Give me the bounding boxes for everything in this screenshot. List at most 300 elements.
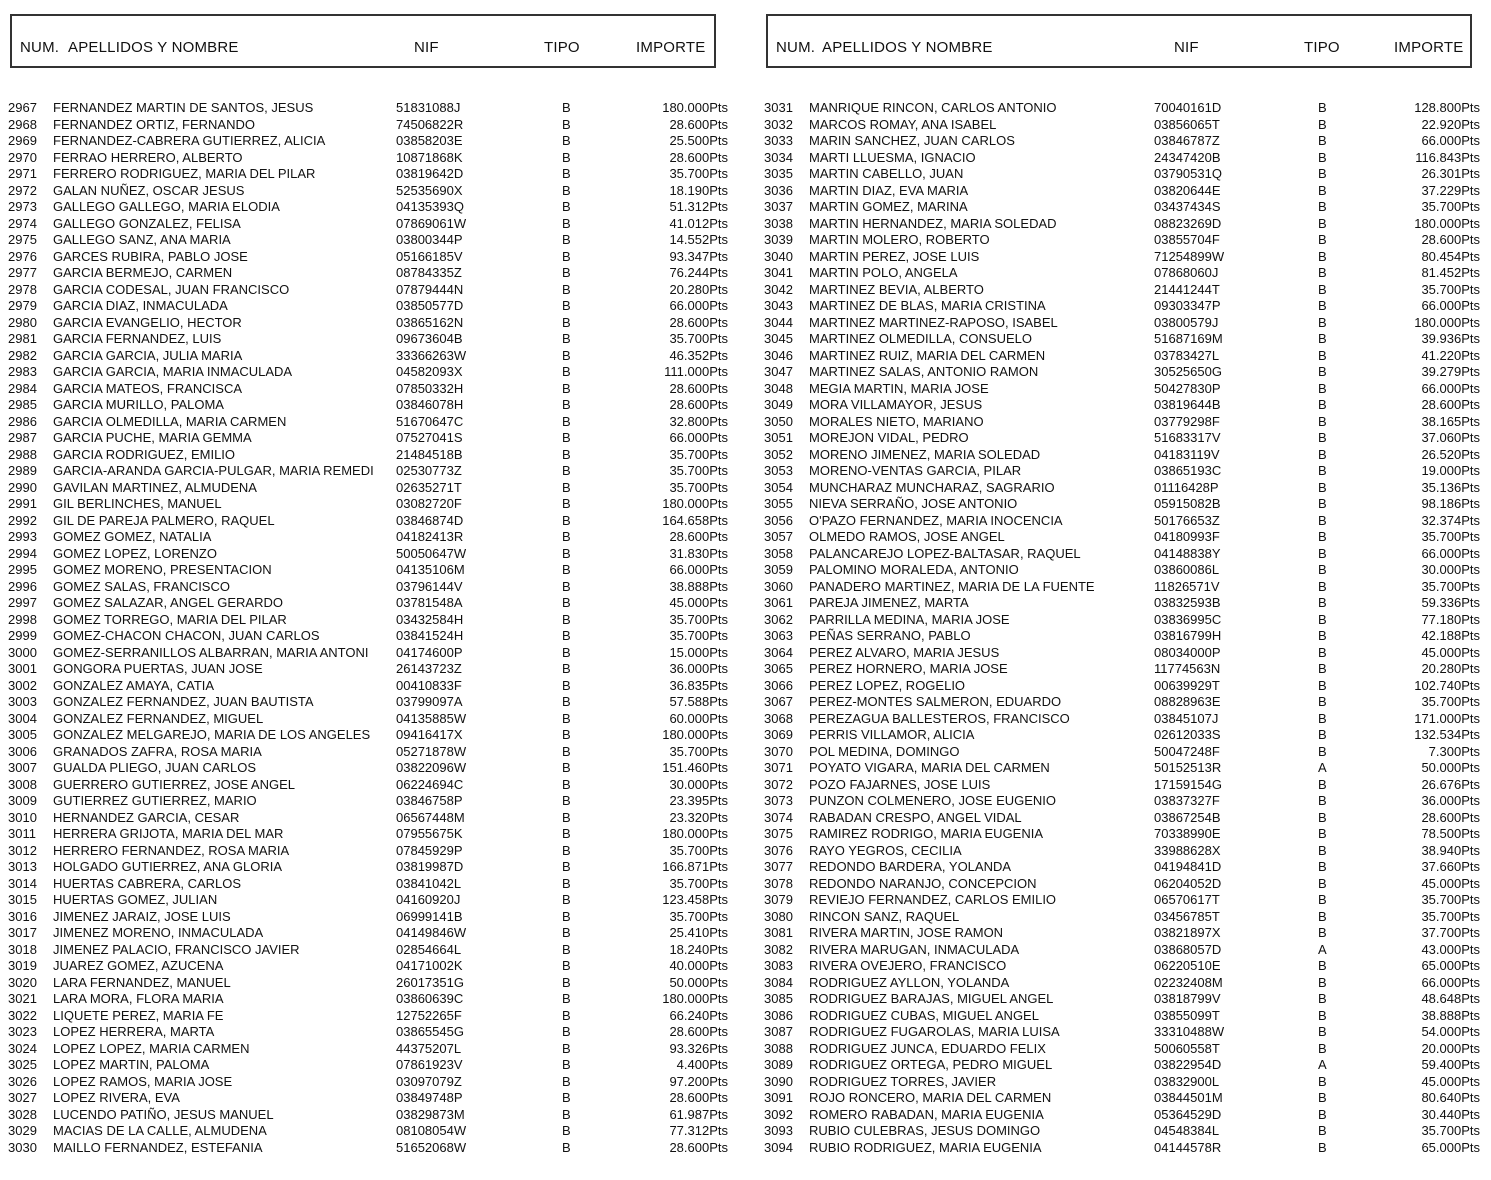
row-nif: 08108054W xyxy=(396,1123,467,1138)
row-importe: 66.000Pts xyxy=(669,430,728,445)
row-nif: 04135106M xyxy=(396,562,465,577)
table-row xyxy=(764,826,1480,843)
row-nif: 03846078H xyxy=(396,397,464,412)
row-importe: 35.700Pts xyxy=(1421,529,1480,544)
row-nif: 03858203E xyxy=(396,133,463,148)
row-name: GARCES RUBIRA, PABLO JOSE xyxy=(53,248,248,264)
row-importe: 66.000Pts xyxy=(669,562,728,577)
row-importe: 22.920Pts xyxy=(1421,116,1480,132)
row-tipo: B xyxy=(562,1024,571,1039)
row-importe: 37.229Pts xyxy=(1421,182,1480,198)
row-num: 3049 xyxy=(764,397,793,412)
table-row xyxy=(764,909,1480,926)
row-nif: 09303347P xyxy=(1154,298,1221,313)
row-tipo: B xyxy=(562,529,571,544)
table-row xyxy=(764,1107,1480,1124)
row-num: 3041 xyxy=(764,265,793,280)
row-name: RODRIGUEZ BARAJAS, MIGUEL ANGEL xyxy=(809,991,1054,1006)
row-num: 2998 xyxy=(8,611,37,627)
row-importe: 38.165Pts xyxy=(1421,413,1480,429)
row-nif: 21484518B xyxy=(396,446,463,462)
row-importe: 57.588Pts xyxy=(669,694,728,709)
row-importe: 128.800Pts xyxy=(1414,100,1480,115)
table-row xyxy=(8,991,728,1008)
row-name: MORALES NIETO, MARIANO xyxy=(809,413,984,429)
row-nif: 17159154G xyxy=(1154,776,1222,792)
row-name: RODRIGUEZ TORRES, JAVIER xyxy=(809,1073,997,1089)
row-importe: 35.700Pts xyxy=(1421,1123,1480,1138)
row-nif: 07955675K xyxy=(396,826,463,841)
row-nif: 51683317V xyxy=(1154,430,1221,445)
row-importe: 123.458Pts xyxy=(662,892,728,907)
header-num: NUM. xyxy=(776,39,816,56)
row-importe: 93.326Pts xyxy=(669,1040,728,1056)
row-num: 3065 xyxy=(764,661,793,676)
row-name: POL MEDINA, DOMINGO xyxy=(809,743,960,759)
row-importe: 28.600Pts xyxy=(669,397,728,412)
row-nif: 03820644E xyxy=(1154,182,1221,198)
row-tipo: B xyxy=(562,199,571,214)
row-tipo: B xyxy=(1318,496,1327,511)
row-tipo: B xyxy=(1318,265,1327,280)
row-importe: 28.600Pts xyxy=(1421,397,1480,412)
row-num: 3076 xyxy=(764,842,793,858)
row-name: MARTIN PEREZ, JOSE LUIS xyxy=(809,248,980,264)
row-num: 2977 xyxy=(8,265,37,280)
row-importe: 36.000Pts xyxy=(1421,793,1480,808)
table-row xyxy=(764,810,1480,827)
table-row xyxy=(764,249,1480,266)
row-num: 3061 xyxy=(764,595,793,610)
row-num: 3060 xyxy=(764,578,793,594)
row-importe: 35.700Pts xyxy=(669,611,728,627)
row-importe: 31.830Pts xyxy=(669,545,728,561)
row-nif: 03822954D xyxy=(1154,1057,1222,1072)
row-importe: 180.000Pts xyxy=(662,727,728,742)
row-importe: 37.660Pts xyxy=(1421,859,1480,874)
row-num: 2993 xyxy=(8,529,37,544)
row-tipo: B xyxy=(1318,199,1327,214)
row-importe: 7.300Pts xyxy=(1428,743,1480,759)
row-tipo: B xyxy=(1318,875,1327,891)
row-num: 3062 xyxy=(764,611,793,627)
row-tipo: B xyxy=(1318,380,1327,396)
row-num: 3047 xyxy=(764,364,793,379)
row-name: GUALDA PLIEGO, JUAN CARLOS xyxy=(53,760,257,775)
row-name: RIVERA MARTIN, JOSE RAMON xyxy=(809,925,1004,940)
row-name: GOMEZ SALAZAR, ANGEL GERARDO xyxy=(53,595,283,610)
row-num: 3045 xyxy=(764,331,793,346)
row-name: GARCIA DIAZ, INMACULADA xyxy=(53,298,228,313)
row-name: LOPEZ HERRERA, MARTA xyxy=(53,1024,215,1039)
table-row xyxy=(8,381,728,398)
row-num: 3083 xyxy=(764,958,793,973)
row-importe: 66.000Pts xyxy=(1421,974,1480,990)
row-name: JIMENEZ JARAIZ, JOSE LUIS xyxy=(53,908,231,924)
row-name: MARCOS ROMAY, ANA ISABEL xyxy=(809,116,997,132)
row-nif: 03800579J xyxy=(1154,314,1219,330)
table-row xyxy=(764,496,1480,513)
table-row xyxy=(764,711,1480,728)
row-importe: 25.410Pts xyxy=(669,925,728,940)
row-tipo: B xyxy=(562,1040,571,1056)
row-name: GOMEZ GOMEZ, NATALIA xyxy=(53,529,212,544)
row-importe: 36.000Pts xyxy=(669,661,728,676)
row-name: RIVERA MARUGAN, INMACULADA xyxy=(809,941,1020,957)
table-row xyxy=(764,133,1480,150)
row-num: 3091 xyxy=(764,1090,793,1105)
table-row xyxy=(8,628,728,645)
row-importe: 50.000Pts xyxy=(669,974,728,990)
table-row xyxy=(8,645,728,662)
row-num: 3072 xyxy=(764,776,793,792)
row-importe: 35.700Pts xyxy=(669,842,728,858)
row-nif: 08034000P xyxy=(1154,644,1221,660)
row-tipo: B xyxy=(562,892,571,907)
row-importe: 35.700Pts xyxy=(669,743,728,759)
table-row xyxy=(8,711,728,728)
table-row xyxy=(764,991,1480,1008)
table-row xyxy=(8,942,728,959)
row-nif: 06224694C xyxy=(396,776,464,792)
row-name: MARTINEZ BEVIA, ALBERTO xyxy=(809,281,984,297)
table-row xyxy=(8,150,728,167)
row-name: GARCIA-ARANDA GARCIA-PULGAR, MARIA REMEDI xyxy=(53,463,374,478)
row-num: 3033 xyxy=(764,133,793,148)
row-importe: 30.000Pts xyxy=(1421,562,1480,577)
table-row xyxy=(764,430,1480,447)
row-tipo: B xyxy=(562,644,571,660)
row-tipo: B xyxy=(562,149,571,165)
table-row xyxy=(764,1041,1480,1058)
table-row xyxy=(764,117,1480,134)
row-nif: 04149846W xyxy=(396,925,467,940)
row-num: 3048 xyxy=(764,380,793,396)
row-nif: 08784335Z xyxy=(396,265,462,280)
table-row xyxy=(764,579,1480,596)
row-importe: 180.000Pts xyxy=(662,496,728,511)
row-num: 3014 xyxy=(8,875,37,891)
row-name: HERRERA GRIJOTA, MARIA DEL MAR xyxy=(53,826,284,841)
row-tipo: B xyxy=(562,578,571,594)
table-row xyxy=(8,810,728,827)
row-tipo: B xyxy=(562,908,571,924)
row-nif: 03849748P xyxy=(396,1090,463,1105)
row-nif: 51687169M xyxy=(1154,331,1223,346)
table-row xyxy=(8,480,728,497)
row-num: 2991 xyxy=(8,496,37,511)
row-name: PEREZ HORNERO, MARIA JOSE xyxy=(809,661,1008,676)
table-row xyxy=(764,1140,1480,1157)
row-name: LOPEZ RIVERA, EVA xyxy=(53,1090,180,1105)
row-name: RODRIGUEZ FUGAROLAS, MARIA LUISA xyxy=(809,1024,1060,1039)
row-num: 3004 xyxy=(8,710,37,726)
row-nif: 24347420B xyxy=(1154,149,1221,165)
row-tipo: B xyxy=(562,958,571,973)
row-nif: 00639929T xyxy=(1154,677,1220,693)
table-row xyxy=(8,282,728,299)
row-importe: 171.000Pts xyxy=(1414,710,1480,726)
table-row xyxy=(8,117,728,134)
row-importe: 35.136Pts xyxy=(1421,479,1480,495)
row-nif: 03800344P xyxy=(396,232,463,247)
row-importe: 65.000Pts xyxy=(1421,1139,1480,1155)
table-row xyxy=(764,1074,1480,1091)
row-tipo: B xyxy=(562,314,571,330)
row-nif: 04194841D xyxy=(1154,859,1222,874)
table-row xyxy=(8,760,728,777)
row-num: 3063 xyxy=(764,628,793,643)
table-row xyxy=(764,232,1480,249)
row-name: GARCIA MURILLO, PALOMA xyxy=(53,397,224,412)
row-nif: 07868060J xyxy=(1154,265,1219,280)
row-importe: 50.000Pts xyxy=(1421,760,1480,775)
row-importe: 35.700Pts xyxy=(1421,892,1480,907)
row-num: 3081 xyxy=(764,925,793,940)
table-row xyxy=(8,364,728,381)
row-nif: 03841524H xyxy=(396,628,464,643)
row-importe: 65.000Pts xyxy=(1421,958,1480,973)
row-nif: 03860639C xyxy=(396,991,464,1006)
row-importe: 60.000Pts xyxy=(669,710,728,726)
row-num: 3094 xyxy=(764,1139,793,1155)
row-num: 3001 xyxy=(8,661,37,676)
row-importe: 102.740Pts xyxy=(1414,677,1480,693)
row-nif: 05915082B xyxy=(1154,496,1221,511)
row-name: REDONDO NARANJO, CONCEPCION xyxy=(809,875,1037,891)
row-nif: 03818799V xyxy=(1154,991,1221,1006)
row-name: LARA FERNANDEZ, MANUEL xyxy=(53,974,231,990)
table-row xyxy=(764,364,1480,381)
row-tipo: B xyxy=(1318,446,1327,462)
row-nif: 50047248F xyxy=(1154,743,1220,759)
row-nif: 03781548A xyxy=(396,595,463,610)
row-num: 3075 xyxy=(764,826,793,841)
row-name: RIVERA OVEJERO, FRANCISCO xyxy=(809,958,1007,973)
row-importe: 39.936Pts xyxy=(1421,331,1480,346)
row-tipo: B xyxy=(1318,545,1327,561)
row-name: MARTINEZ RUIZ, MARIA DEL CARMEN xyxy=(809,347,1046,363)
row-nif: 06999141B xyxy=(396,908,463,924)
row-importe: 30.440Pts xyxy=(1421,1106,1480,1122)
row-tipo: B xyxy=(562,133,571,148)
row-importe: 35.700Pts xyxy=(669,331,728,346)
row-num: 3059 xyxy=(764,562,793,577)
row-name: MARTIN GOMEZ, MARINA xyxy=(809,199,968,214)
row-name: POYATO VIGARA, MARIA DEL CARMEN xyxy=(809,760,1050,775)
row-nif: 50152513R xyxy=(1154,760,1222,775)
row-tipo: B xyxy=(1318,166,1327,181)
row-tipo: B xyxy=(562,842,571,858)
row-nif: 04548384L xyxy=(1154,1123,1220,1138)
row-importe: 30.000Pts xyxy=(669,776,728,792)
table-row xyxy=(764,793,1480,810)
right-header-box xyxy=(766,14,1472,68)
row-name: GARCIA FERNANDEZ, LUIS xyxy=(53,331,222,346)
row-tipo: B xyxy=(1318,776,1327,792)
row-importe: 54.000Pts xyxy=(1421,1024,1480,1039)
table-row xyxy=(8,1008,728,1025)
row-num: 2995 xyxy=(8,562,37,577)
row-name: PEREZ LOPEZ, ROGELIO xyxy=(809,677,966,693)
header-num: NUM. xyxy=(20,39,60,56)
row-num: 2969 xyxy=(8,133,37,148)
row-importe: 28.600Pts xyxy=(1421,809,1480,825)
row-tipo: B xyxy=(1318,133,1327,148)
row-importe: 51.312Pts xyxy=(669,199,728,214)
table-row xyxy=(764,529,1480,546)
table-row xyxy=(8,331,728,348)
row-importe: 164.658Pts xyxy=(662,512,728,528)
table-row xyxy=(764,744,1480,761)
row-name: ROMERO RABADAN, MARIA EUGENIA xyxy=(809,1106,1044,1122)
table-row xyxy=(8,925,728,942)
row-nif: 03867254B xyxy=(1154,809,1221,825)
row-importe: 38.940Pts xyxy=(1421,842,1480,858)
row-num: 3052 xyxy=(764,446,793,462)
row-nif: 03097079Z xyxy=(396,1073,462,1089)
row-tipo: B xyxy=(562,611,571,627)
table-row xyxy=(8,958,728,975)
row-nif: 03779298F xyxy=(1154,413,1220,429)
row-num: 3077 xyxy=(764,859,793,874)
row-nif: 03432584H xyxy=(396,611,464,627)
row-num: 3026 xyxy=(8,1073,37,1089)
row-num: 3093 xyxy=(764,1123,793,1138)
row-nif: 07845929P xyxy=(396,842,463,858)
row-tipo: B xyxy=(1318,331,1327,346)
table-row xyxy=(8,414,728,431)
row-importe: 97.200Pts xyxy=(669,1073,728,1089)
row-nif: 02530773Z xyxy=(396,463,462,478)
table-row xyxy=(8,133,728,150)
table-row xyxy=(8,232,728,249)
row-name: MARTIN DIAZ, EVA MARIA xyxy=(809,182,969,198)
row-name: GARCIA RODRIGUEZ, EMILIO xyxy=(53,446,236,462)
row-tipo: B xyxy=(562,463,571,478)
row-num: 3028 xyxy=(8,1106,37,1122)
row-name: PALANCAREJO LOPEZ-BALTASAR, RAQUEL xyxy=(809,545,1081,561)
table-row xyxy=(8,876,728,893)
row-importe: 35.700Pts xyxy=(669,479,728,495)
row-num: 3024 xyxy=(8,1040,37,1056)
row-name: PEREZ ALVARO, MARIA JESUS xyxy=(809,644,1000,660)
header-tipo: TIPO xyxy=(1304,39,1340,56)
row-tipo: B xyxy=(1318,727,1327,742)
row-importe: 19.000Pts xyxy=(1421,463,1480,478)
row-importe: 81.452Pts xyxy=(1421,265,1480,280)
row-num: 3082 xyxy=(764,941,793,957)
row-name: MARTINEZ MARTINEZ-RAPOSO, ISABEL xyxy=(809,314,1058,330)
row-name: LOPEZ LOPEZ, MARIA CARMEN xyxy=(53,1040,250,1056)
row-nif: 03796144V xyxy=(396,578,463,594)
row-nif: 26017351G xyxy=(396,974,464,990)
table-row xyxy=(8,513,728,530)
row-num: 3074 xyxy=(764,809,793,825)
table-row xyxy=(764,678,1480,695)
table-row xyxy=(8,859,728,876)
row-tipo: B xyxy=(1318,958,1327,973)
row-num: 3034 xyxy=(764,149,793,165)
table-row xyxy=(764,265,1480,282)
table-row xyxy=(764,595,1480,612)
row-name: GAVILAN MARTINEZ, ALMUDENA xyxy=(53,479,257,495)
row-tipo: B xyxy=(1318,644,1327,660)
row-name: JUAREZ GOMEZ, AZUCENA xyxy=(53,958,224,973)
row-tipo: B xyxy=(562,1139,571,1155)
row-tipo: B xyxy=(1318,512,1327,528)
row-nif: 00410833F xyxy=(396,677,462,693)
row-nif: 03846758P xyxy=(396,793,463,808)
row-importe: 35.700Pts xyxy=(669,908,728,924)
table-row xyxy=(8,216,728,233)
row-name: PEREZ-MONTES SALMERON, EDUARDO xyxy=(809,694,1062,709)
row-nif: 09416417X xyxy=(396,727,463,742)
row-tipo: B xyxy=(1318,793,1327,808)
row-name: HUERTAS GOMEZ, JULIAN xyxy=(53,892,218,907)
row-num: 3055 xyxy=(764,496,793,511)
row-name: GALLEGO SANZ, ANA MARIA xyxy=(53,232,231,247)
row-name: GARCIA MATEOS, FRANCISCA xyxy=(53,380,243,396)
row-nif: 70338990E xyxy=(1154,826,1221,841)
row-nif: 51652068W xyxy=(396,1139,467,1155)
row-nif: 33310488W xyxy=(1154,1024,1225,1039)
table-row xyxy=(764,397,1480,414)
row-nif: 03783427L xyxy=(1154,347,1220,363)
row-num: 3039 xyxy=(764,232,793,247)
row-nif: 02854664L xyxy=(396,941,462,957)
row-tipo: B xyxy=(562,809,571,825)
row-name: GARCIA OLMEDILLA, MARIA CARMEN xyxy=(53,413,287,429)
row-importe: 93.347Pts xyxy=(669,248,728,264)
row-num: 3050 xyxy=(764,413,793,429)
row-num: 2989 xyxy=(8,463,37,478)
row-nif: 03855704F xyxy=(1154,232,1220,247)
row-importe: 46.352Pts xyxy=(669,347,728,363)
row-tipo: B xyxy=(1318,628,1327,643)
row-importe: 45.000Pts xyxy=(1421,644,1480,660)
row-nif: 05271878W xyxy=(396,743,467,759)
row-name: GONGORA PUERTAS, JUAN JOSE xyxy=(53,661,263,676)
row-importe: 15.000Pts xyxy=(669,644,728,660)
table-row xyxy=(8,496,728,513)
row-num: 3087 xyxy=(764,1024,793,1039)
row-tipo: B xyxy=(1318,809,1327,825)
row-tipo: A xyxy=(1318,941,1327,957)
row-importe: 45.000Pts xyxy=(1421,875,1480,891)
row-importe: 25.500Pts xyxy=(669,133,728,148)
row-importe: 80.454Pts xyxy=(1421,248,1480,264)
row-num: 3066 xyxy=(764,677,793,693)
row-nif: 51831088J xyxy=(396,100,461,115)
row-importe: 28.600Pts xyxy=(669,1024,728,1039)
row-num: 3031 xyxy=(764,100,793,115)
row-nif: 03844501M xyxy=(1154,1090,1223,1105)
row-nif: 03082720F xyxy=(396,496,462,511)
table-row xyxy=(764,1008,1480,1025)
table-row xyxy=(764,661,1480,678)
row-importe: 41.012Pts xyxy=(669,215,728,231)
row-tipo: B xyxy=(1318,232,1327,247)
row-nif: 03437434S xyxy=(1154,199,1221,214)
row-tipo: B xyxy=(562,298,571,313)
row-name: GARCIA CODESAL, JUAN FRANCISCO xyxy=(53,281,290,297)
row-tipo: B xyxy=(1318,562,1327,577)
row-name: LARA MORA, FLORA MARIA xyxy=(53,991,224,1006)
row-importe: 28.600Pts xyxy=(669,1090,728,1105)
row-tipo: B xyxy=(562,512,571,528)
row-importe: 14.552Pts xyxy=(669,232,728,247)
